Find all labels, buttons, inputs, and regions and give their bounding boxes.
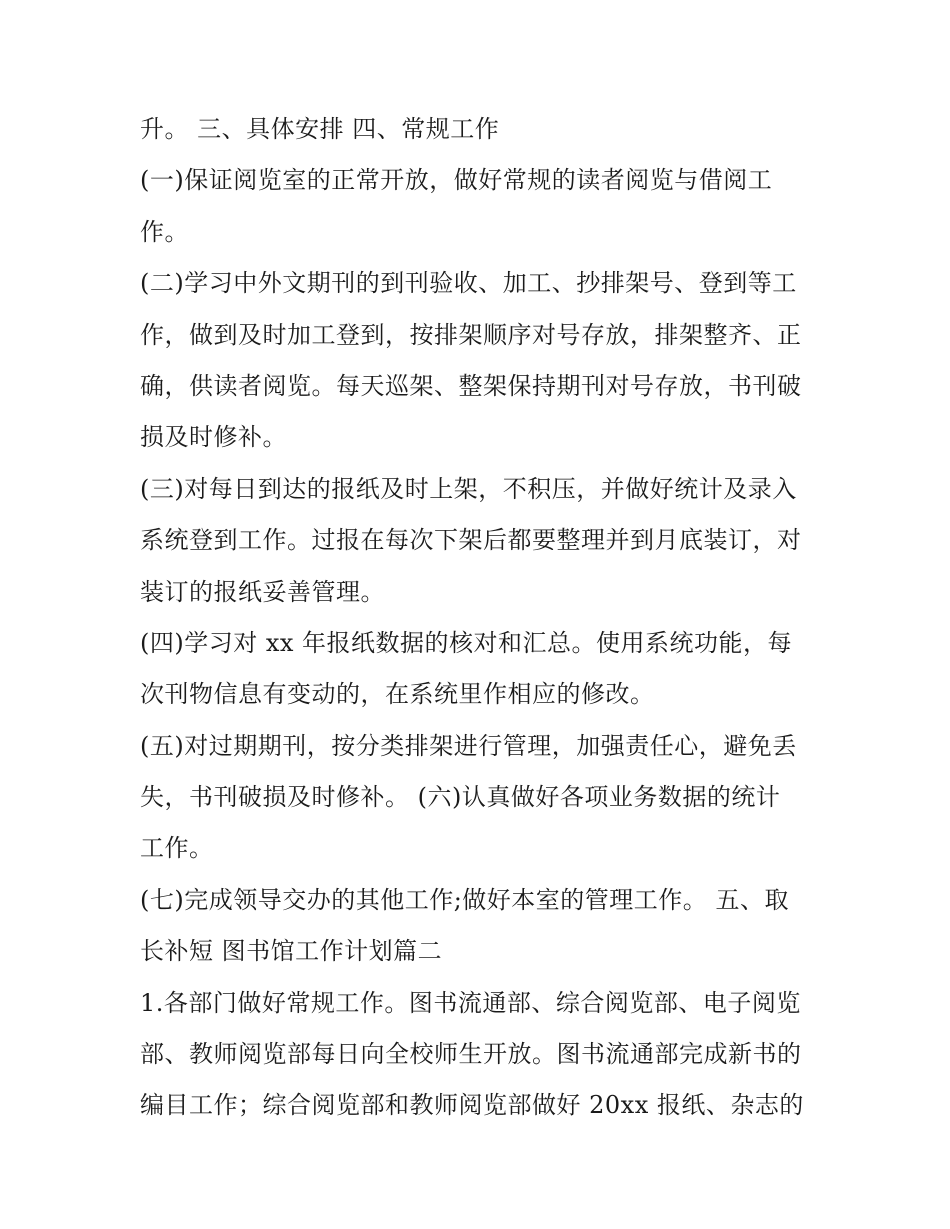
text-line: (一)保证阅览室的正常开放，做好常规的读者阅览与借阅工 <box>140 166 773 195</box>
text-line: 作，做到及时加工登到，按排架顺序对号存放，排架整齐、正 <box>140 320 802 349</box>
text-line: 系统登到工作。过报在每次下架后都要整理并到月底装订，对 <box>140 526 802 555</box>
text-line: 工作。 <box>140 834 214 863</box>
text-line: 装订的报纸妥善管理。 <box>140 577 385 606</box>
text-line: 确，供读者阅览。每天巡架、整架保持期刊对号存放，书刊破 <box>140 371 802 400</box>
text-line: (五)对过期期刊，按分类排架进行管理，加强责任心，避免丢 <box>140 731 797 760</box>
text-line: 1.各部门做好常规工作。图书流通部、综合阅览部、电子阅览 <box>140 988 801 1017</box>
text-line: 升。 三、具体安排 四、常规工作 <box>140 115 500 143</box>
text-line: (七)完成领导交办的其他工作;做好本室的管理工作。 五、取 <box>140 885 789 914</box>
text-line: 长补短 图书馆工作计划篇二 <box>140 937 443 966</box>
text-line: 编目工作；综合阅览部和教师阅览部做好 20xx 报纸、杂志的 <box>140 1091 804 1120</box>
text-line: 作。 <box>140 217 189 246</box>
text-line: (二)学习中外文期刊的到刊验收、加工、抄排架号、登到等工 <box>140 269 797 298</box>
text-line: 部、教师阅览部每日向全校师生开放。图书流通部完成新书的 <box>140 1040 802 1069</box>
text-line: 失，书刊破损及时修补。 (六)认真做好各项业务数据的统计 <box>140 783 781 812</box>
text-line: (三)对每日到达的报纸及时上架，不积压，并做好统计及录入 <box>140 474 797 503</box>
text-line: (四)学习对 xx 年报纸数据的核对和汇总。使用系统功能，每 <box>140 628 793 657</box>
text-line: 次刊物信息有变动的，在系统里作相应的修改。 <box>140 680 655 709</box>
text-line: 损及时修补。 <box>140 423 287 452</box>
document-body <box>140 104 820 1132</box>
